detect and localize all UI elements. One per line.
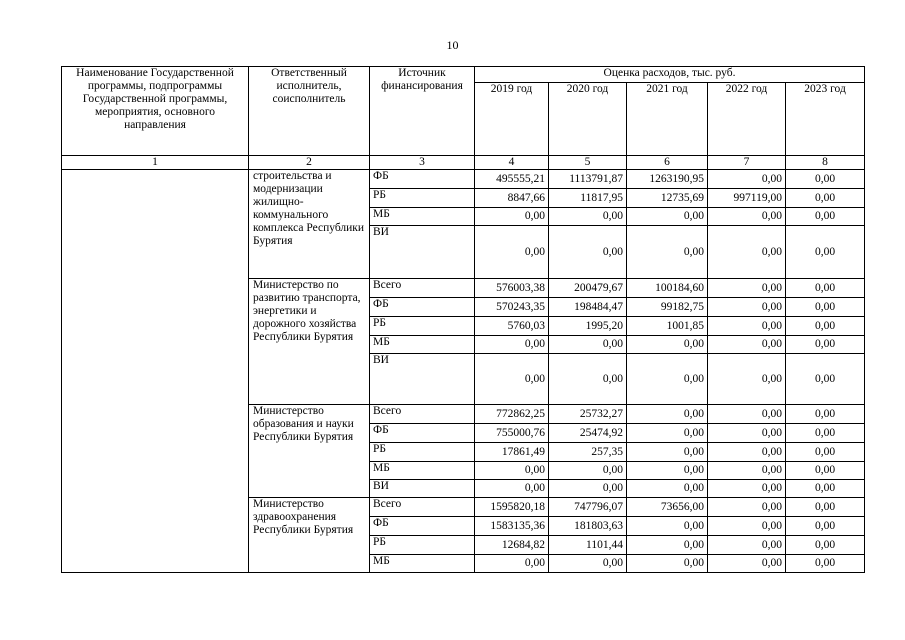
value-cell: 0,00 — [627, 462, 708, 480]
value-cell: 0,00 — [475, 336, 549, 354]
responsible-cell: строительства и модернизации жилищно-коммунального комплекса Республики Бурятия — [249, 170, 370, 279]
value-cell: 12735,69 — [627, 189, 708, 208]
source-cell: МБ — [370, 462, 475, 480]
value-cell: 25474,92 — [549, 424, 627, 443]
value-cell: 0,00 — [786, 189, 865, 208]
value-cell: 0,00 — [627, 517, 708, 536]
source-cell: МБ — [370, 208, 475, 226]
column-number: 6 — [627, 156, 708, 170]
value-cell: 0,00 — [708, 298, 786, 317]
value-cell: 1263190,95 — [627, 170, 708, 189]
column-number: 7 — [708, 156, 786, 170]
value-cell: 0,00 — [708, 208, 786, 226]
value-cell: 0,00 — [786, 405, 865, 424]
value-cell: 0,00 — [708, 354, 786, 405]
value-cell: 1583135,36 — [475, 517, 549, 536]
column-number: 4 — [475, 156, 549, 170]
source-cell: РБ — [370, 317, 475, 336]
value-cell: 0,00 — [786, 480, 865, 498]
value-cell: 0,00 — [708, 480, 786, 498]
source-cell: Всего — [370, 405, 475, 424]
column-number: 3 — [370, 156, 475, 170]
value-cell: 0,00 — [708, 555, 786, 573]
value-cell: 99182,75 — [627, 298, 708, 317]
value-cell: 0,00 — [475, 462, 549, 480]
value-cell: 0,00 — [627, 443, 708, 462]
value-cell: 1113791,87 — [549, 170, 627, 189]
value-cell: 0,00 — [708, 424, 786, 443]
value-cell: 0,00 — [786, 517, 865, 536]
value-cell: 25732,27 — [549, 405, 627, 424]
source-cell: ФБ — [370, 424, 475, 443]
value-cell: 181803,63 — [549, 517, 627, 536]
value-cell: 0,00 — [549, 354, 627, 405]
source-cell: МБ — [370, 336, 475, 354]
header-year-2019: 2019 год — [475, 83, 549, 156]
value-cell: 755000,76 — [475, 424, 549, 443]
header-name: Наименование Государственной программы, подпрограммы Государственной программы, мероприятия, основного направления — [62, 67, 249, 156]
value-cell: 0,00 — [475, 208, 549, 226]
responsible-cell: Министерство здравоохранения Республики Бурятия — [249, 498, 370, 573]
value-cell: 0,00 — [475, 226, 549, 279]
source-cell: ВИ — [370, 480, 475, 498]
value-cell: 100184,60 — [627, 279, 708, 298]
column-number: 1 — [62, 156, 249, 170]
value-cell: 0,00 — [708, 226, 786, 279]
source-cell: Всего — [370, 279, 475, 298]
value-cell: 0,00 — [627, 536, 708, 555]
value-cell: 0,00 — [627, 226, 708, 279]
value-cell: 0,00 — [786, 424, 865, 443]
column-number: 5 — [549, 156, 627, 170]
value-cell: 495555,21 — [475, 170, 549, 189]
source-cell: РБ — [370, 189, 475, 208]
value-cell: 576003,38 — [475, 279, 549, 298]
value-cell: 0,00 — [786, 170, 865, 189]
source-cell: МБ — [370, 555, 475, 573]
value-cell: 5760,03 — [475, 317, 549, 336]
value-cell: 0,00 — [786, 298, 865, 317]
budget-table — [61, 66, 865, 573]
header-responsible: Ответственный исполнитель, соисполнитель — [249, 67, 370, 156]
value-cell: 0,00 — [627, 208, 708, 226]
value-cell: 0,00 — [786, 443, 865, 462]
value-cell: 0,00 — [786, 498, 865, 517]
value-cell: 0,00 — [549, 336, 627, 354]
value-cell: 0,00 — [549, 555, 627, 573]
value-cell: 747796,07 — [549, 498, 627, 517]
value-cell: 0,00 — [549, 480, 627, 498]
value-cell: 0,00 — [627, 480, 708, 498]
source-cell: ФБ — [370, 170, 475, 189]
column-number-row — [62, 156, 865, 170]
value-cell: 0,00 — [627, 555, 708, 573]
value-cell: 1001,85 — [627, 317, 708, 336]
value-cell: 0,00 — [708, 517, 786, 536]
table-row — [62, 170, 865, 189]
source-cell: ВИ — [370, 354, 475, 405]
column-number: 2 — [249, 156, 370, 170]
value-cell: 198484,47 — [549, 298, 627, 317]
value-cell: 0,00 — [475, 555, 549, 573]
responsible-cell: Министерство по развитию транспорта, энергетики и дорожного хозяйства Республики Бурятия — [249, 279, 370, 405]
value-cell: 0,00 — [708, 170, 786, 189]
header-source: Источник финансирования — [370, 67, 475, 156]
value-cell: 0,00 — [786, 536, 865, 555]
responsible-cell: Министерство образования и науки Республики Бурятия — [249, 405, 370, 498]
value-cell: 0,00 — [708, 405, 786, 424]
value-cell: 0,00 — [475, 480, 549, 498]
value-cell: 0,00 — [786, 208, 865, 226]
value-cell: 1101,44 — [549, 536, 627, 555]
header-year-2023: 2023 год — [786, 83, 865, 156]
value-cell: 0,00 — [627, 405, 708, 424]
value-cell: 1995,20 — [549, 317, 627, 336]
value-cell: 0,00 — [708, 317, 786, 336]
value-cell: 0,00 — [786, 462, 865, 480]
header-estimate: Оценка расходов, тыс. руб. — [475, 67, 865, 83]
value-cell: 0,00 — [708, 443, 786, 462]
value-cell: 200479,67 — [549, 279, 627, 298]
value-cell: 73656,00 — [627, 498, 708, 517]
value-cell: 0,00 — [786, 555, 865, 573]
value-cell: 0,00 — [786, 226, 865, 279]
value-cell: 772862,25 — [475, 405, 549, 424]
value-cell: 0,00 — [708, 462, 786, 480]
value-cell: 12684,82 — [475, 536, 549, 555]
value-cell: 0,00 — [627, 336, 708, 354]
value-cell: 0,00 — [708, 336, 786, 354]
value-cell: 11817,95 — [549, 189, 627, 208]
value-cell: 0,00 — [627, 424, 708, 443]
value-cell: 0,00 — [786, 354, 865, 405]
value-cell: 0,00 — [708, 536, 786, 555]
value-cell: 0,00 — [627, 354, 708, 405]
value-cell: 0,00 — [708, 498, 786, 517]
value-cell: 0,00 — [549, 226, 627, 279]
value-cell: 570243,35 — [475, 298, 549, 317]
value-cell: 0,00 — [475, 354, 549, 405]
value-cell: 17861,49 — [475, 443, 549, 462]
value-cell: 0,00 — [549, 208, 627, 226]
value-cell: 0,00 — [786, 336, 865, 354]
value-cell: 997119,00 — [708, 189, 786, 208]
header-year-2021: 2021 год — [627, 83, 708, 156]
value-cell: 0,00 — [786, 279, 865, 298]
value-cell: 0,00 — [708, 279, 786, 298]
source-cell: ФБ — [370, 517, 475, 536]
source-cell: ФБ — [370, 298, 475, 317]
header-row — [62, 67, 865, 83]
value-cell: 8847,66 — [475, 189, 549, 208]
source-cell: РБ — [370, 536, 475, 555]
page-number: 10 — [446, 38, 459, 52]
value-cell: 257,35 — [549, 443, 627, 462]
header-year-2020: 2020 год — [549, 83, 627, 156]
value-cell: 0,00 — [549, 462, 627, 480]
column-number: 8 — [786, 156, 865, 170]
header-year-2022: 2022 год — [708, 83, 786, 156]
source-cell: ВИ — [370, 226, 475, 279]
value-cell: 1595820,18 — [475, 498, 549, 517]
program-name-cell — [62, 170, 249, 573]
value-cell: 0,00 — [786, 317, 865, 336]
source-cell: РБ — [370, 443, 475, 462]
source-cell: Всего — [370, 498, 475, 517]
